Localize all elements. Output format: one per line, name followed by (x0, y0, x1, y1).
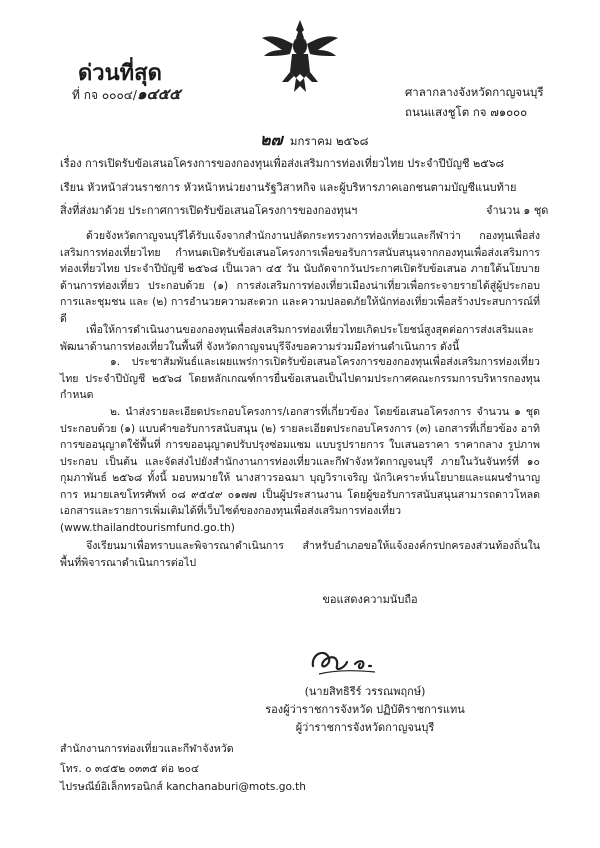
footer-email-label: ไปรษณีย์อิเล็กทรอนิกส์ (60, 781, 163, 793)
letter-enclosure: สิ่งที่ส่งมาด้วย ประกาศการเปิดรับข้อเสนอโครงการของกองทุนฯ (60, 204, 358, 217)
closing-phrase: ขอแสดงความนับถือ (322, 593, 418, 606)
body-paragraph-2: เพื่อให้การดำเนินงานของกองทุนเพื่อส่งเสริมการท่องเที่ยวไทยเกิดประโยชน์สูงสุดต่อการส่งเสริมและพัฒนาด้านการท่องเที่ยวในพื้นที่ จังหวัดกาญจนบุรีจึงขอความร่วมมือท่านดำเนินการ ดังนี้ (60, 324, 534, 353)
enclosure-quantity: จำนวน ๑ ชุด (486, 204, 549, 217)
date-day-handwritten: ๒๗ (260, 130, 283, 149)
signatory-position-2: ผู้ว่าราชการจังหวัดกาญจนบุรี (295, 721, 435, 734)
office-address-line2: ถนนแสงชูโต กจ ๗๑๐๐๐ (405, 105, 528, 119)
garuda-emblem-icon (260, 16, 340, 96)
body-item-2: ๒. นำส่งรายละเอียดประกอบโครงการ/เอกสารที่เกี่ยวข้อง โดยข้อเสนอโครงการ จำนวน ๑ ชุด ประกอบด้วย (๑) แบบคำขอรับการสนับสนุน (๒) รายละเอียดประกอบโครงการ (๓) เอกสารที่เกี่ยวข้อง อาทิ การขออนุญาตใช้พื้นที่ การขออนุญาตปรับปรุงซ่อมแซม แบบรูปรายการ ใบเสนอราคา ราคากลาง รูปภาพประกอบ เป็นต้น และจัดส่งไปยังสำนักงานการท่องเที่ยวและกีฬาจังหวัดกาญจนบุรี ภายในวันจันทร์ที่ ๑๐ กุมภาพันธ์ ๒๕๖๘ ทั้งนี้ มอบหมายให้ นางสาวรอฉมา บุญวิราเจริญ นักวิเคราะห์นโยบายและแผนชำนาญการ หมายเลขโทรศัพท์ ๐๘ ๙๕๔๙ ๐๑๗๗ เป็นผู้ประสานงาน โดยผู้ขอรับการสนับสนุนสามารถดาวโหลดเอกสารและรายการเพิ่มเติมได้ที่เว็บไซต์ของกองทุนเพื่อส่งเสริมการท่องเที่ยว (www.thailandtourismfund.go.th) (60, 406, 540, 534)
date-month-year: มกราคม ๒๕๖๘ (289, 134, 369, 148)
urgency-stamp: ด่วนที่สุด (78, 60, 162, 86)
signatory-name: (นายสิทธิรีร์ วรรณพฤกษ์) (304, 685, 426, 698)
signatory-position-1: รองผู้ว่าราชการจังหวัด ปฏิบัติราชการแทน (265, 703, 465, 716)
footer-email-link[interactable]: kanchanaburi@mots.go.th (166, 781, 307, 793)
letter-recipient: เรียน หัวหน้าส่วนราชการ หัวหน้าหน่วยงานรัฐวิสาหกิจ และผู้บริหารภาคเอกชนตามบัญชีแนบท้าย (60, 181, 517, 194)
letter-date (260, 128, 368, 153)
footer-phone: โทร. ๐ ๓๔๕๒ ๐๓๓๕ ต่อ ๒๐๔ (60, 763, 199, 775)
reference-handwritten: ๑๔๕๕ (136, 85, 181, 103)
reference-number (72, 82, 181, 106)
letter-subject: เรื่อง การเปิดรับข้อเสนอโครงการของกองทุนเพื่อส่งเสริมการท่องเที่ยวไทย ประจำปีบัญชี ๒๕๖๘ (60, 157, 505, 170)
reference-prefix: ที่ กจ ๐๐๐๔/ (72, 88, 137, 102)
body-paragraph-3: จึงเรียนมาเพื่อทราบและพิจารณาดำเนินการ สำหรับอำเภอขอให้แจ้งองค์กรปกครองส่วนท้องถิ่นในพื้นที่พิจารณาดำเนินการต่อไป (60, 540, 540, 569)
office-address-line1: ศาลากลางจังหวัดกาญจนบุรี (405, 85, 544, 99)
footer-email-line (60, 778, 306, 795)
body-item-1: ๑. ประชาสัมพันธ์และเผยแพร่การเปิดรับข้อเสนอโครงการของกองทุนเพื่อส่งเสริมการท่องเที่ยวไทย ประจำปีบัญชี ๒๕๖๘ โดยหลักเกณฑ์การยื่นข้อเสนอเป็นไปตามประกาศคณะกรรมการบริหารกองทุนกำหนด (60, 356, 540, 401)
footer-office: สำนักงานการท่องเที่ยวและกีฬาจังหวัด (60, 743, 234, 755)
handwritten-signature (305, 640, 385, 680)
body-paragraph-1: ด้วยจังหวัดกาญจนบุรีได้รับแจ้งจากสำนักงานปลัดกระทรวงการท่องเที่ยวและกีฬาว่า กองทุนเพื่อส่งเสริมการท่องเที่ยวไทย กำหนดเปิดรับข้อเสนอโครงการเพื่อขอรับการสนับสนุนจากกองทุนเพื่อส่งเสริมการท่องเที่ยวไทย ประจำปีบัญชี ๒๕๖๘ เป็นเวลา ๔๕ วัน นับถัดจากวันประกาศเปิดรับข้อเสนอ ภายใต้นโยบายด้านการท่องเที่ยว ประกอบด้วย (๑) การส่งเสริมการท่องเที่ยวเมืองน่าเที่ยวเพื่อกระจายรายได้สู่ผู้ประกอบการและชุมชน และ (๒) การอำนวยความสะดวก และความปลอดภัยให้นักท่องเที่ยวเพื่อสร้างประสบการณ์ที่ดี (60, 230, 540, 325)
